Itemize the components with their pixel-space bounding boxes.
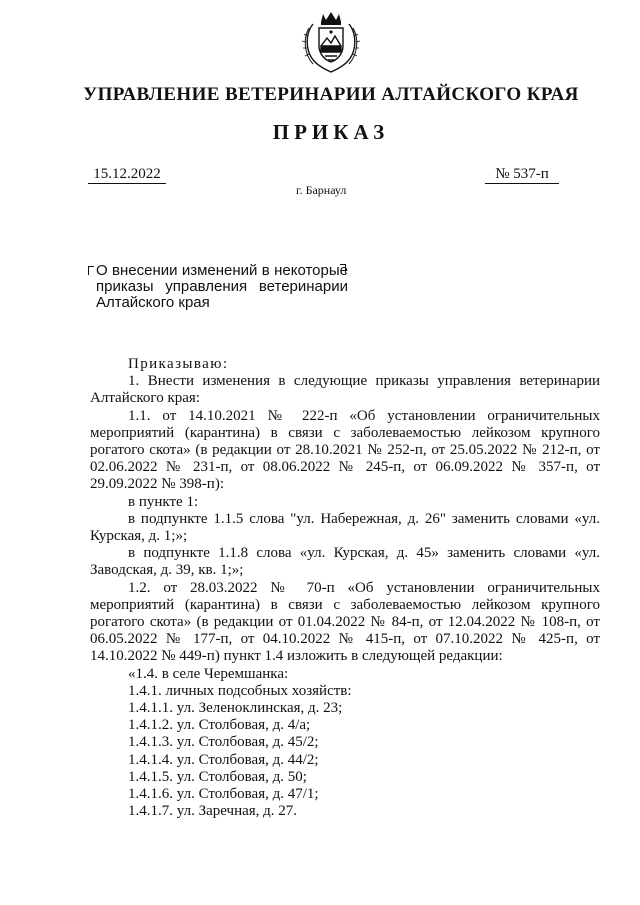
document-type-title: ПРИКАЗ [272, 120, 390, 144]
coat-of-arms-icon [295, 6, 367, 78]
paragraph-1-2: 1.2. от 28.03.2022 № 70-п «Об установлении ограничительных мероприятий (карантина) в связи с заболеваемостью лейкозом крупного рогатого скота» (в редакции от 01.04.2022 № 84-п, от 12.04.2022 № 108-п, от 06.05.2022 № 177-п, от 04.10.2022 № 415-п, от 07.10.2022 № 425-п, от 14.10.2022 № 449-п) пункт 1.4 изложить в следующей редакции: [90, 579, 600, 665]
quote-line: 1.4.1.2. ул. Столбовая, д. 4/а; [128, 717, 311, 734]
subject-line-3: Алтайского края [96, 294, 210, 311]
document-number: № 537-п [485, 165, 559, 184]
document-subject [96, 263, 348, 311]
quote-line: «1.4. в селе Черемшанка: [128, 665, 289, 682]
subject-line-2: приказы управления ветеринарии [96, 278, 348, 295]
document-city: г. Барнаул [296, 183, 347, 197]
paragraph-1-1-b: в подпункте 1.1.5 слова "ул. Набережная, д. 26" заменить словами «ул. Курская, д. 1;»; [90, 510, 600, 545]
paragraph-1-1-c: в подпункте 1.1.8 слова «ул. Курская, д. 45» заменить словами «ул. Заводская, д. 39, кв. 1;»; [90, 545, 600, 579]
subject-bracket-left [88, 266, 94, 275]
quote-line: 1.4.1.3. ул. Столбовая, д. 45/2; [128, 734, 319, 751]
quote-line: 1.4.1.1. ул. Зеленоклинская, д. 23; [128, 700, 343, 717]
paragraph-1: 1. Внести изменения в следующие приказы управления ветеринарии Алтайского края: [90, 373, 600, 407]
organization-title: УПРАВЛЕНИЕ ВЕТЕРИНАРИИ АЛТАЙСКОГО КРАЯ [83, 84, 579, 105]
document-date: 15.12.2022 [88, 165, 166, 184]
quote-line: 1.4.1.4. ул. Столбовая, д. 44/2; [128, 751, 319, 768]
paragraph-1-1: 1.1. от 14.10.2021 № 222-п «Об установлении ограничительных мероприятий (карантина) в связи с заболеваемостью лейкозом крупного рогатого скота» (в редакции от 28.10.2021 № 252-п, от 25.05.2022 № 212-п, от 02.06.2022 № 231-п, от 08.06.2022 № 245-п, от 06.09.2022 № 357-п, от 29.09.2022 № 398-п): [90, 407, 600, 493]
quote-line: 1.4.1.5. ул. Столбовая, д. 50; [128, 768, 307, 785]
quote-line: 1.4.1.7. ул. Заречная, д. 27. [128, 803, 298, 820]
paragraph-1-1-a: в пункте 1: [128, 493, 199, 510]
quote-line: 1.4.1. личных подсобных хозяйств: [128, 682, 352, 699]
order-word: Приказываю: [128, 356, 229, 372]
emblem-graphic [295, 6, 367, 78]
quote-line: 1.4.1.6. ул. Столбовая, д. 47/1; [128, 786, 319, 803]
subject-line-1: О внесении изменений в некоторые [96, 262, 348, 279]
document-body [90, 356, 600, 820]
